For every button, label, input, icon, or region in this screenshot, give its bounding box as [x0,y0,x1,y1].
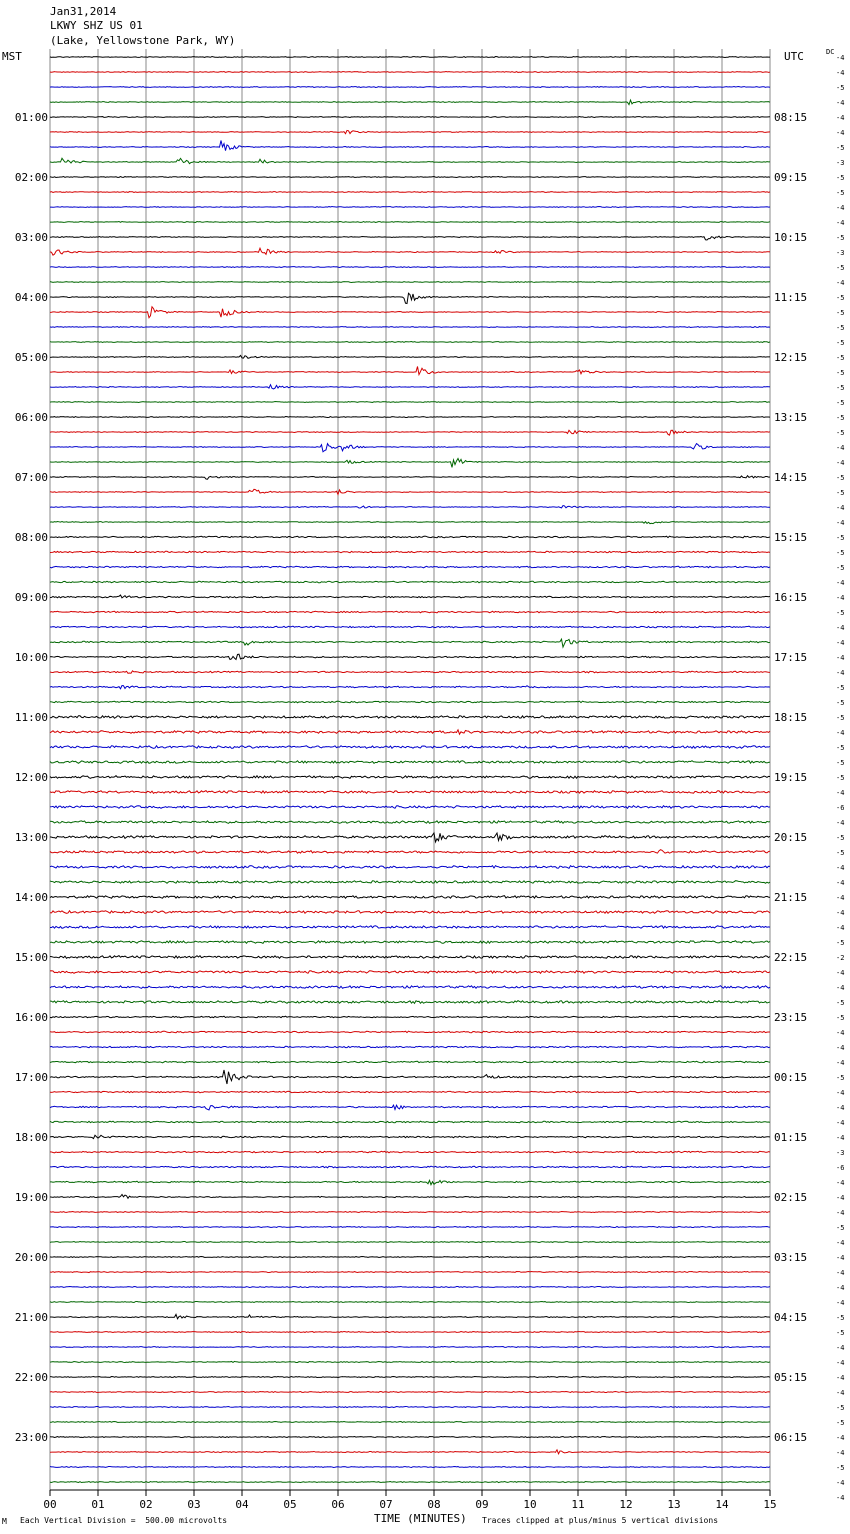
trace-line-22 [50,367,770,375]
dc-offset-label: -4 [836,504,845,512]
utc-hour-label: 15:15 [774,531,808,544]
dc-offset-label: -6 [836,1164,845,1172]
dc-offset-label: -5 [836,414,845,422]
dc-offset-label: -5 [836,429,845,437]
dc-offset-label: -4 [836,639,845,647]
dc-offset-label: -5 [836,324,845,332]
dc-offset-label: -4 [836,894,845,902]
x-tick-label: 13 [667,1498,681,1511]
dc-offset-label: -5 [836,234,845,242]
trace-line-92 [50,1421,770,1422]
dc-offset-label: -5 [836,759,845,767]
trace-line-38 [50,611,770,613]
dc-offset-label: -5 [836,939,845,947]
utc-hour-label: 11:15 [774,291,808,304]
trace-line-41 [50,654,770,659]
dc-offset-label: -5 [836,1404,845,1412]
trace-line-30 [50,489,770,494]
dc-offset-label: -3 [836,249,845,257]
dc-offset-label: -5 [836,309,845,317]
mst-hour-labels [15,111,48,1444]
trace-line-57 [50,896,770,899]
dc-offset-label: -5 [836,1329,845,1337]
x-tick-label: 02 [139,1498,153,1511]
dc-offset-label: -4 [836,219,845,227]
utc-hour-label: 13:15 [774,411,808,424]
dc-offset-label: -5 [836,1419,845,1427]
mst-hour-label: 13:00 [14,831,48,844]
x-axis-title: TIME (MINUTES) [374,1512,467,1525]
trace-line-66 [50,1031,770,1033]
trace-line-16 [50,282,770,283]
dc-offset-label: -4 [836,1254,845,1262]
trace-line-52 [50,821,770,824]
trace-line-76 [50,1180,770,1184]
dc-offset-label: -5 [836,699,845,707]
utc-hour-label: 14:15 [774,471,808,484]
trace-line-81 [50,1256,770,1257]
mst-hour-label: 18:00 [14,1131,48,1144]
mst-hour-label: 08:00 [14,531,48,544]
utc-hour-label: 09:15 [774,171,808,184]
dc-offset-label: -5 [836,189,845,197]
dc-offset-label: -5 [836,609,845,617]
dc-offset-label: -5 [836,999,845,1007]
trace-line-34 [50,551,770,553]
dc-offset-label: -4 [836,1374,845,1382]
dc-offset-label: -5 [836,399,845,407]
vertical-scale-note: Each Vertical Division = 500.00 microvolts [20,1516,228,1525]
mst-hour-label: 16:00 [14,1011,48,1024]
dc-offset-label: -4 [836,519,845,527]
dc-offset-label: -4 [836,1284,845,1292]
trace-line-11 [50,207,770,208]
x-tick-label: 10 [523,1498,537,1511]
dc-offset-label: -4 [836,1494,845,1502]
dc-offset-label: -4 [836,204,845,212]
mst-hour-label: 11:00 [14,711,48,724]
dc-offset-label: -5 [836,1464,845,1472]
dc-offset-label: -4 [836,279,845,287]
dc-offset-label: -5 [836,339,845,347]
x-tick-label: 11 [571,1498,585,1511]
trace-line-4 [50,100,770,105]
utc-hour-label: 08:15 [774,111,808,124]
trace-line-44 [50,701,770,703]
dc-offset-label: -4 [836,654,845,662]
mst-hour-label: 04:00 [14,291,48,304]
x-tick-label: 09 [475,1498,489,1511]
trace-line-93 [50,1436,770,1437]
dc-offset-label: -5 [836,489,845,497]
dc-offset-label: -4 [836,1119,845,1127]
trace-line-56 [50,881,770,884]
dc-offset-label: -4 [836,1194,845,1202]
trace-line-43 [50,686,770,689]
trace-line-10 [50,192,770,193]
dc-offset-label: -4 [836,1449,845,1457]
x-tick-label: 01 [91,1498,105,1511]
dc-offset-label: -4 [836,789,845,797]
utc-hour-label: 10:15 [774,231,808,244]
dc-offset-label: -4 [836,624,845,632]
mst-hour-label: 22:00 [14,1371,48,1384]
trace-line-45 [50,716,770,719]
trace-line-91 [50,1407,770,1408]
x-tick-label: 03 [187,1498,201,1511]
mst-hour-label: 15:00 [14,951,48,964]
trace-line-8 [50,158,770,163]
dc-offset-label: -5 [836,1224,845,1232]
trace-line-24 [50,402,770,403]
utc-hour-label: 18:15 [774,711,808,724]
dc-offset-label: -4 [836,669,845,677]
dc-offset-label: -4 [836,819,845,827]
dc-offset-label: -4 [836,729,845,737]
trace-line-60 [50,941,770,944]
dc-offset-label: -5 [836,354,845,362]
trace-line-55 [50,866,770,869]
trace-line-15 [50,267,770,268]
x-tick-label: 15 [763,1498,777,1511]
trace-line-6 [50,130,770,133]
dc-offset-label: -4 [836,459,845,467]
dc-offset-label: -4 [836,1089,845,1097]
clipping-note: Traces clipped at plus/minus 5 vertical divisions [482,1516,719,1525]
utc-hour-label: 19:15 [774,771,808,784]
trace-line-47 [50,746,770,749]
utc-hour-label: 22:15 [774,951,808,964]
trace-line-87 [50,1346,770,1347]
x-tick-label: 00 [43,1498,57,1511]
trace-line-40 [50,639,770,647]
dc-offset-label: -5 [836,1314,845,1322]
dc-offset-label: -4 [836,969,845,977]
trace-line-27 [50,444,770,452]
trace-line-65 [50,1016,770,1017]
mst-axis-label: MST [2,50,22,63]
trace-line-39 [50,626,770,628]
dc-offset-label: -4 [836,984,845,992]
trace-line-96 [50,1481,770,1482]
dc-offset-label: -4 [836,1029,845,1037]
trace-line-72 [50,1121,770,1123]
x-tick-label: 05 [283,1498,297,1511]
trace-line-85 [50,1314,770,1318]
trace-line-32 [50,522,770,524]
trace-line-17 [50,293,770,303]
trace-line-88 [50,1361,770,1362]
dc-offset-label: -4 [836,594,845,602]
utc-hour-labels [774,111,807,1444]
mst-hour-label: 14:00 [14,891,48,904]
mst-hour-label: 12:00 [14,771,48,784]
mst-hour-label: 20:00 [14,1251,48,1264]
mst-hour-label: 09:00 [14,591,48,604]
dc-offset-label: -3 [836,159,845,167]
dc-offset-labels [836,54,844,1502]
mst-hour-label: 05:00 [14,351,48,364]
trace-line-26 [50,430,770,435]
dc-offset-label: -4 [836,1179,845,1187]
dc-offset-label: -4 [836,1059,845,1067]
utc-hour-label: 05:15 [774,1371,808,1384]
dc-offset-label: -5 [836,264,845,272]
trace-line-50 [50,791,770,794]
dc-offset-label: -5 [836,384,845,392]
x-tick-label: 08 [427,1498,441,1511]
trace-line-84 [50,1301,770,1302]
mst-hour-label: 17:00 [14,1071,48,1084]
trace-line-19 [50,327,770,328]
dc-offset-label: -5 [836,1074,845,1082]
trace-line-68 [50,1061,770,1063]
dc-offset-label: -4 [836,129,845,137]
plot-date: Jan31,2014 [50,5,117,18]
dc-offset-label: -5 [836,564,845,572]
dc-offset-label: -6 [836,804,845,812]
mst-hour-label: 01:00 [14,111,48,124]
dc-offset-label: -5 [836,549,845,557]
dc-offset-label: -5 [836,714,845,722]
trace-line-86 [50,1331,770,1332]
trace-line-80 [50,1242,770,1243]
dc-offset-label: -4 [836,579,845,587]
dc-offset-label: -2 [836,954,845,962]
dc-offset-label: -4 [836,1479,845,1487]
trace-line-69 [50,1070,770,1084]
trace-line-21 [50,355,770,358]
dc-offset-label: -4 [836,864,845,872]
trace-line-5 [50,117,770,118]
minute-gridlines [50,49,770,1490]
mst-hour-label: 06:00 [14,411,48,424]
x-tick-label: 14 [715,1498,729,1511]
trace-line-94 [50,1450,770,1454]
dc-offset-label: -5 [836,144,845,152]
trace-line-67 [50,1046,770,1048]
trace-line-71 [50,1105,770,1110]
x-tick-label: 12 [619,1498,633,1511]
mst-hour-label: 10:00 [14,651,48,664]
trace-line-49 [50,776,770,779]
trace-line-77 [50,1194,770,1198]
trace-line-59 [50,926,770,929]
dc-offset-label: -5 [836,369,845,377]
trace-line-53 [50,833,770,842]
dc-offset-label: -4 [836,1044,845,1052]
dc-offset-label: -4 [836,54,845,62]
dc-offset-label: -4 [836,1239,845,1247]
utc-hour-label: 20:15 [774,831,808,844]
dc-offset-label: -5 [836,84,845,92]
dc-offset-label: -4 [836,1299,845,1307]
trace-line-63 [50,986,770,989]
trace-line-37 [50,595,770,598]
trace-line-28 [50,458,770,467]
dc-offset-label: -5 [836,774,845,782]
dc-offset-label: -4 [836,924,845,932]
dc-offset-label: -5 [836,474,845,482]
x-tick-label: 04 [235,1498,249,1511]
dc-offset-label: -4 [836,1389,845,1397]
dc-offset-label: -5 [836,534,845,542]
dc-offset-label: -4 [836,1209,845,1217]
trace-line-75 [50,1166,770,1168]
utc-hour-label: 04:15 [774,1311,808,1324]
dc-offset-label: -4 [836,99,845,107]
helicorder-traces [50,57,770,1483]
x-tick-label: 06 [331,1498,345,1511]
utc-axis-label: UTC [784,50,804,63]
trace-line-95 [50,1466,770,1467]
trace-line-70 [50,1091,770,1093]
trace-line-48 [50,761,770,764]
trace-line-62 [50,971,770,974]
trace-line-36 [50,581,770,583]
trace-line-12 [50,222,770,223]
trace-line-58 [50,911,770,914]
trace-line-18 [50,307,770,318]
mst-hour-label: 07:00 [14,471,48,484]
dc-offset-label: -4 [836,909,845,917]
dc-offset-label: -3 [836,1149,845,1157]
trace-line-83 [50,1286,770,1287]
trace-line-9 [50,177,770,178]
utc-hour-label: 03:15 [774,1251,808,1264]
trace-line-3 [50,87,770,88]
dc-offset-label: -5 [836,1014,845,1022]
x-tick-label: 07 [379,1498,393,1511]
trace-line-33 [50,536,770,538]
utc-hour-label: 23:15 [774,1011,808,1024]
dc-offset-label: -4 [836,1104,845,1112]
trace-line-23 [50,385,770,389]
trace-line-64 [50,1001,770,1004]
dc-offset-label: -4 [836,69,845,77]
trace-line-61 [50,956,770,959]
mst-hour-label: 03:00 [14,231,48,244]
footer-left-mark: M [2,1517,7,1526]
dc-offset-label: -4 [836,1434,845,1442]
trace-line-20 [50,342,770,343]
dc-offset-label: -5 [836,849,845,857]
trace-line-51 [50,806,770,809]
trace-line-29 [50,476,770,480]
trace-line-1 [50,57,770,58]
dc-offset-label: -4 [836,1359,845,1367]
dc-offset-label: -4 [836,114,845,122]
trace-line-2 [50,72,770,73]
trace-line-25 [50,417,770,418]
utc-hour-label: 06:15 [774,1431,808,1444]
utc-hour-label: 16:15 [774,591,808,604]
dc-offset-label: -5 [836,294,845,302]
dc-offset-label: -4 [836,1134,845,1142]
trace-line-42 [50,671,770,673]
trace-line-31 [50,506,770,508]
dc-offset-label: -5 [836,684,845,692]
dc-offset-label: -4 [836,1344,845,1352]
dc-offset-label: -4 [836,444,845,452]
trace-line-90 [50,1391,770,1392]
utc-hour-label: 00:15 [774,1071,808,1084]
mst-hour-label: 21:00 [14,1311,48,1324]
trace-line-13 [50,236,770,240]
utc-hour-label: 17:15 [774,651,808,664]
station-code: LKWY SHZ US 01 [50,19,143,32]
x-axis [43,1490,776,1511]
utc-hour-label: 01:15 [774,1131,808,1144]
trace-line-54 [50,850,770,853]
mst-hour-label: 02:00 [14,171,48,184]
trace-line-14 [50,248,770,255]
utc-hour-label: 21:15 [774,891,808,904]
trace-line-73 [50,1135,770,1138]
mst-hour-label: 23:00 [14,1431,48,1444]
trace-line-89 [50,1376,770,1377]
utc-hour-label: 12:15 [774,351,808,364]
dc-offset-label: -4 [836,879,845,887]
mst-hour-label: 19:00 [14,1191,48,1204]
trace-line-74 [50,1151,770,1153]
trace-line-46 [50,730,770,734]
trace-line-79 [50,1226,770,1227]
dc-offset-label: -5 [836,174,845,182]
utc-hour-label: 02:15 [774,1191,808,1204]
trace-line-7 [50,141,770,151]
dc-offset-label: -5 [836,834,845,842]
dc-column-label: DC [826,48,835,56]
trace-line-78 [50,1211,770,1212]
dc-offset-label: -5 [836,744,845,752]
trace-line-35 [50,566,770,568]
station-location: (Lake, Yellowstone Park, WY) [50,34,236,47]
trace-line-82 [50,1271,770,1272]
dc-offset-label: -4 [836,1269,845,1277]
